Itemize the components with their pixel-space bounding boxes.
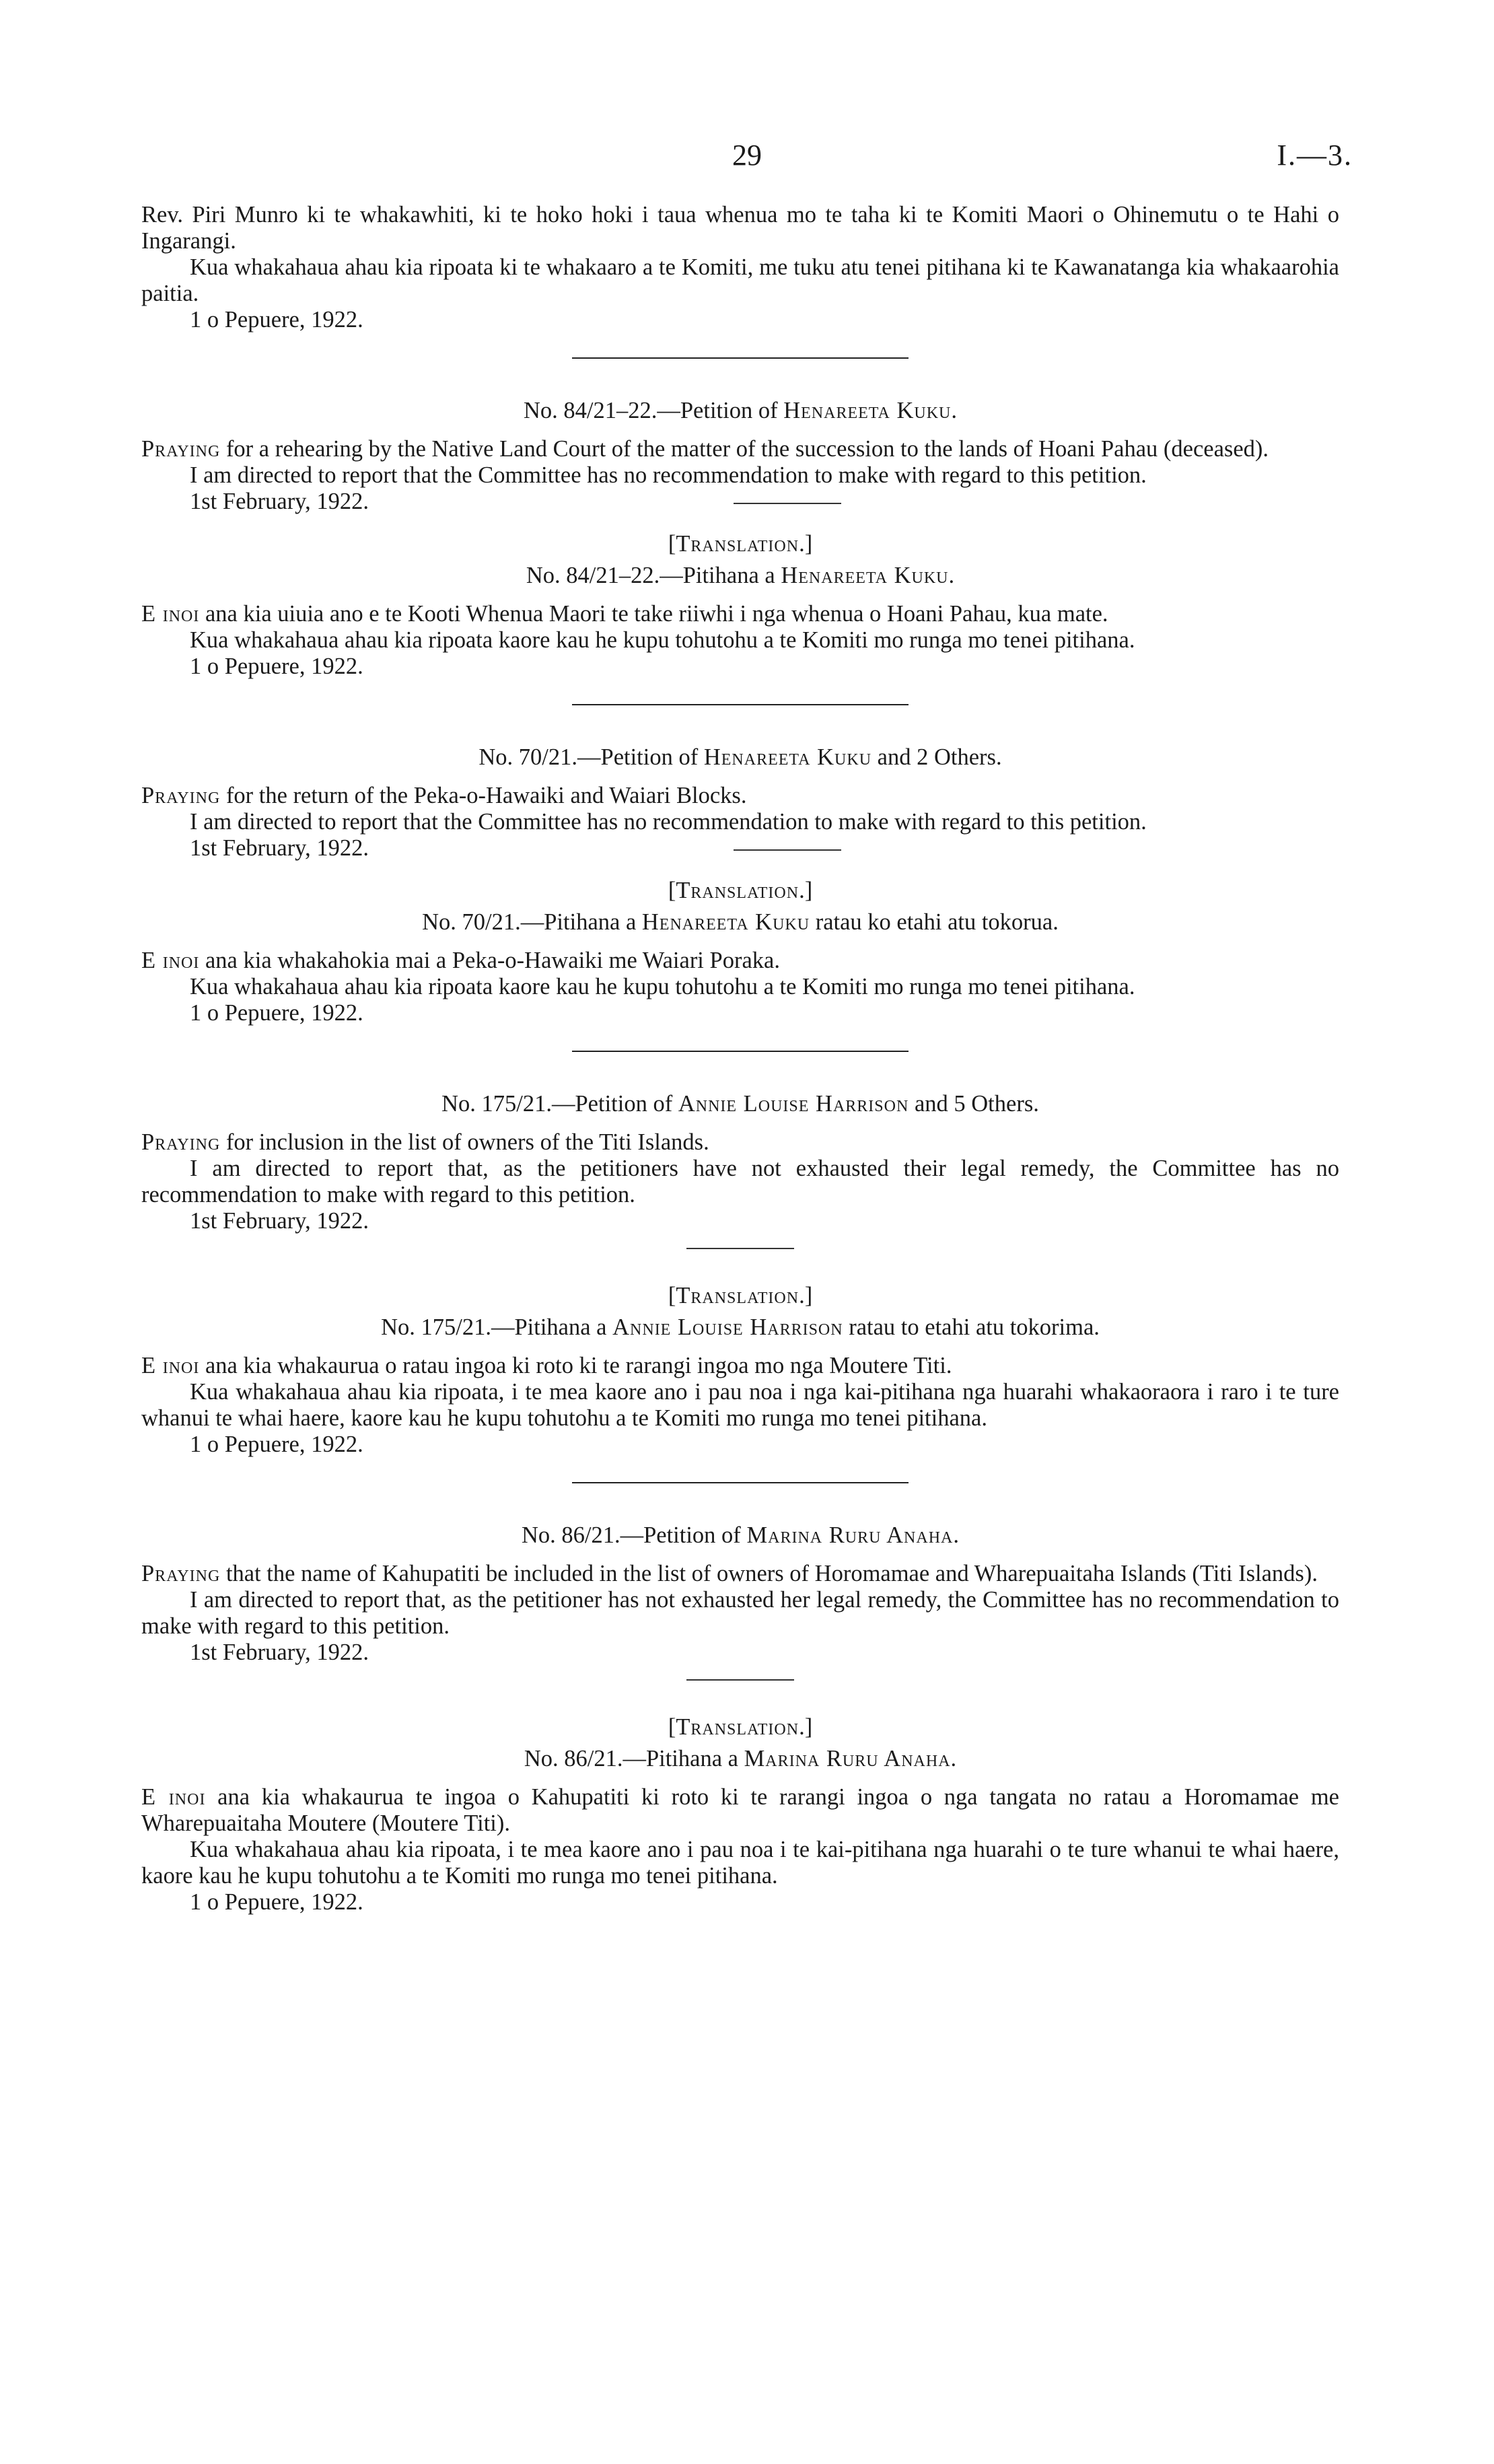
petition-report: I am directed to report that the Committee has no recommendation to make with regard to this petition. <box>190 462 1147 488</box>
translation-report: Kua whakahaua ahau kia ripoata kaore kau he kupu tohutohu a te Komiti mo runga mo tenei pitihana. <box>190 627 1135 653</box>
intro-continuation <box>141 202 1339 359</box>
petition-praying: Praying that the name of Kahupatiti be included in the list of owners of Horomamae and Wharepuaitaha Islands (Titi Islands). <box>141 1561 1318 1586</box>
translation-date: 1 o Pepuere, 1922. <box>190 1889 363 1915</box>
short-divider <box>686 1679 794 1681</box>
translation-praying: E inoi ana kia uiuia ano e te Kooti Whenua Maori te take riiwhi i nga whenua o Hoani Pahau, kua mate. <box>141 601 1108 627</box>
petition-section <box>141 744 1339 1052</box>
translation-title: No. 175/21.—Pitihana a Annie Louise Harrison ratau to etahi atu tokorima. <box>381 1314 1100 1340</box>
translation-date: 1 o Pepuere, 1922. <box>190 1432 363 1457</box>
short-divider <box>734 849 841 851</box>
petition-title: No. 70/21.—Petition of Henareeta Kuku and 2 Others. <box>478 744 1002 770</box>
paper-reference: I.—3. <box>1277 139 1353 172</box>
petition-report: I am directed to report that, as the petitioners have not exhausted their legal remedy, the Committee has no recommendation to make with regard to this petition. <box>141 1156 1339 1207</box>
intro-date: 1 o Pepuere, 1922. <box>190 307 363 332</box>
translation-report: Kua whakahaua ahau kia ripoata, i te mea kaore ano i pau noa i te kai-pitihana nga huarahi o te ture whanui te whai haere, kaore kau he kupu tohutohu a te Komiti mo runga mo tenei pitihana. <box>141 1837 1339 1889</box>
petition-report: I am directed to report that, as the petitioner has not exhausted her legal remedy, the Committee has no recommendation to make with regard to this petition. <box>141 1587 1339 1639</box>
petition-section <box>141 1091 1339 1483</box>
section-divider <box>572 357 909 359</box>
petition-section <box>141 398 1339 705</box>
petition-title: No. 175/21.—Petition of Annie Louise Harrison and 5 Others. <box>441 1091 1039 1117</box>
section-divider <box>572 1051 909 1052</box>
page-body <box>141 202 1339 1915</box>
translation-label: [Translation.] <box>668 1714 813 1740</box>
section-divider <box>572 1482 909 1483</box>
short-divider <box>686 1248 794 1249</box>
translation-label: [Translation.] <box>668 1283 813 1308</box>
intro-report: Kua whakahaua ahau kia ripoata ki te whakaaro a te Komiti, me tuku atu tenei pitihana ki te Kawanatanga kia whakaarohia paitia. <box>141 254 1339 306</box>
translation-praying: E inoi ana kia whakaurua te ingoa o Kahupatiti ki roto ki te rarangi ingoa o nga tangata no ratau a Horomamae me Wharepuaitaha Moutere (Moutere Titi). <box>141 1784 1339 1836</box>
petition-report: I am directed to report that the Committee has no recommendation to make with regard to this petition. <box>190 809 1147 835</box>
translation-title: No. 86/21.—Pitihana a Marina Ruru Anaha. <box>524 1746 957 1771</box>
petition-title: No. 84/21–22.—Petition of Henareeta Kuku. <box>523 398 958 423</box>
petition-praying: Praying for the return of the Peka-o-Hawaiki and Waiari Blocks. <box>141 783 747 808</box>
translation-title: No. 70/21.—Pitihana a Henareeta Kuku ratau ko etahi atu tokorua. <box>422 909 1059 935</box>
petition-title: No. 86/21.—Petition of Marina Ruru Anaha. <box>521 1522 960 1548</box>
translation-label: [Translation.] <box>668 878 813 903</box>
translation-praying: E inoi ana kia whakaurua o ratau ingoa ki roto ki te rarangi ingoa mo nga Moutere Titi. <box>141 1353 952 1378</box>
intro-paragraph: Rev. Piri Munro ki te whakawhiti, ki te hoko hoki i taua whenua mo te taha ki te Komiti Maori o Ohinemutu o te Hahi o Ingarangi. <box>141 202 1339 254</box>
translation-label: [Translation.] <box>668 531 813 557</box>
translation-praying: E inoi ana kia whakahokia mai a Peka-o-Hawaiki me Waiari Poraka. <box>141 948 780 973</box>
petition-date: 1st February, 1922. <box>190 489 369 514</box>
translation-report: Kua whakahaua ahau kia ripoata, i te mea kaore ano i pau noa i nga kai-pitihana nga huarahi whakaoraora i raro i te ture whanui te whai haere, kaore kau he kupu tohutohu a te Komiti mo runga mo tenei pitihana. <box>141 1379 1339 1431</box>
short-divider <box>734 503 841 504</box>
petition-praying: Praying for inclusion in the list of owners of the Titi Islands. <box>141 1129 709 1155</box>
translation-title: No. 84/21–22.—Pitihana a Henareeta Kuku. <box>526 563 955 588</box>
section-divider <box>572 704 909 705</box>
page-number: 29 <box>732 139 762 172</box>
translation-date: 1 o Pepuere, 1922. <box>190 1000 363 1026</box>
translation-date: 1 o Pepuere, 1922. <box>190 654 363 679</box>
translation-report: Kua whakahaua ahau kia ripoata kaore kau he kupu tohutohu a te Komiti mo runga mo tenei pitihana. <box>190 974 1135 999</box>
petition-date: 1st February, 1922. <box>190 835 369 861</box>
petition-date: 1st February, 1922. <box>190 1640 369 1665</box>
petition-praying: Praying for a rehearing by the Native Land Court of the matter of the succession to the lands of Hoani Pahau (deceased). <box>141 436 1269 462</box>
petition-date: 1st February, 1922. <box>190 1208 369 1234</box>
petition-section <box>141 1522 1339 1915</box>
